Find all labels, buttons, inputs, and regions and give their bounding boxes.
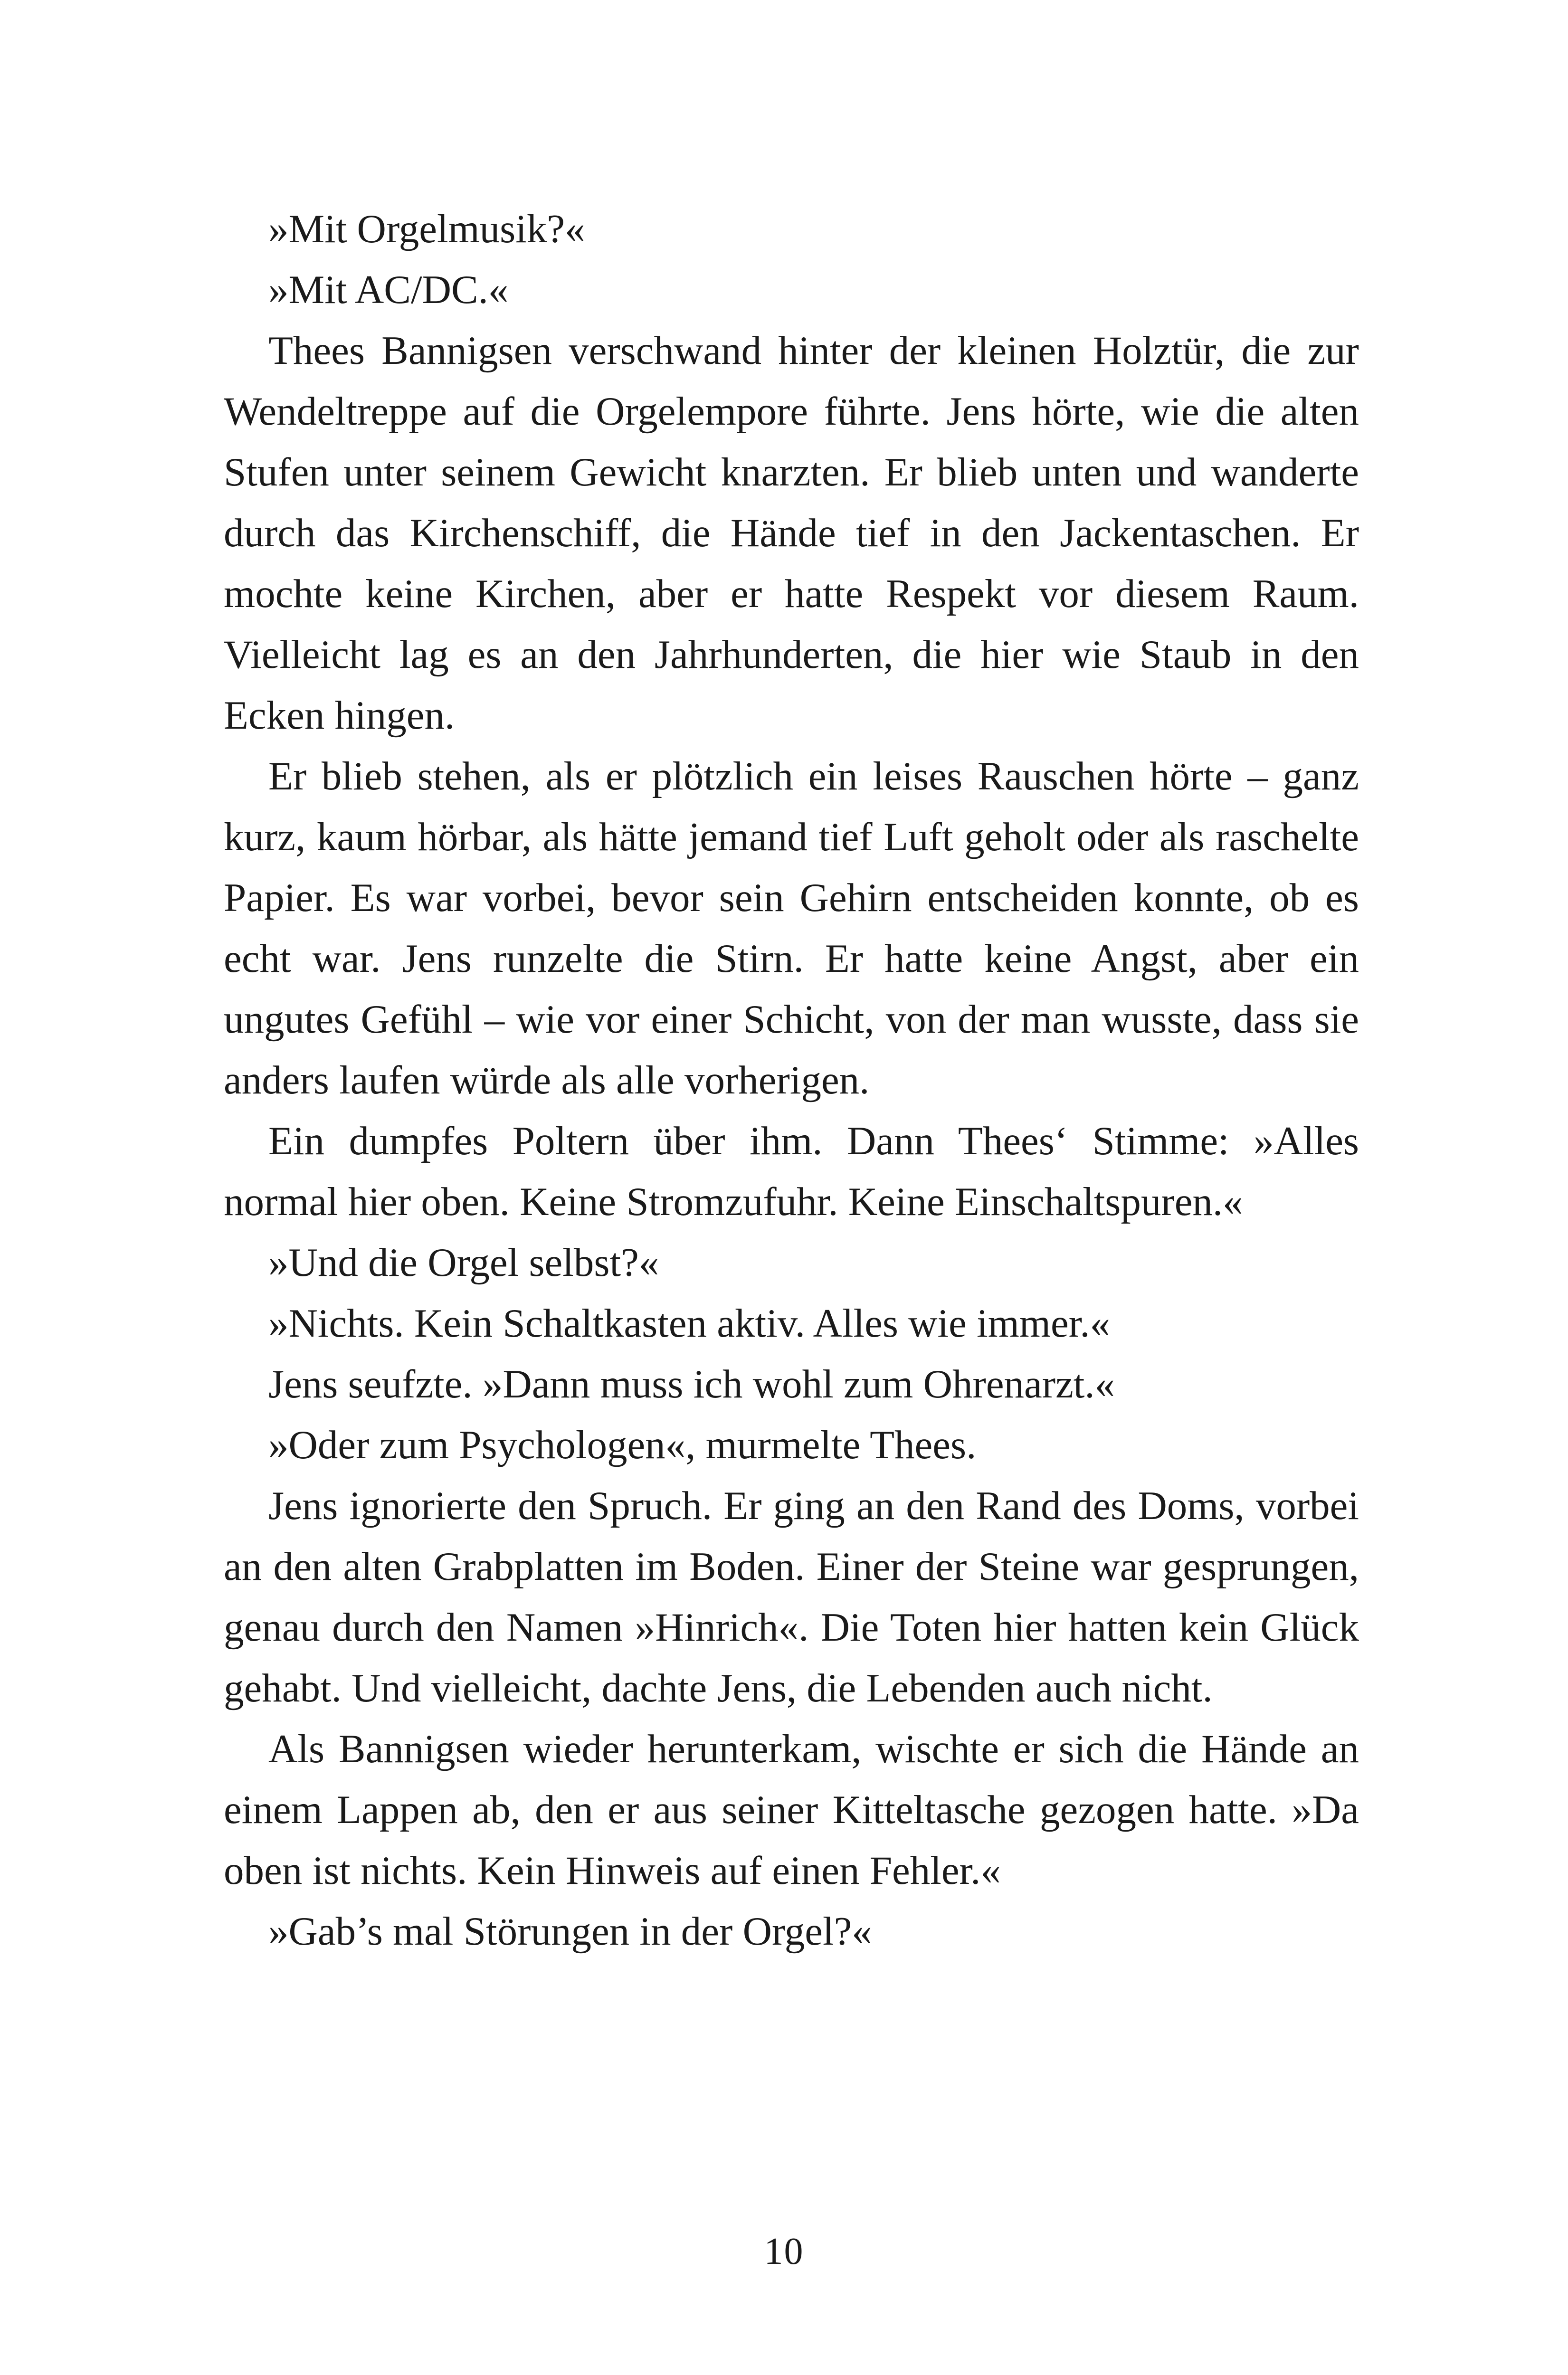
paragraph: Jens ignorierte den Spruch. Er ging an den Rand des Doms, vorbei an den alten Grabplatten im Boden. Einer der Steine war gesprungen, genau durch den Namen »Hinrich«. Die Toten hier hatten kein Glück gehabt. Und vielleicht, dachte Jens, die Lebenden auch nicht.: [224, 1483, 1359, 1710]
page-number: 10: [764, 2231, 804, 2272]
paragraph: »Mit AC/DC.«: [268, 267, 509, 312]
paragraph: Als Bannigsen wieder herunterkam, wischte er sich die Hände an einem Lappen ab, den er aus seiner Kitteltasche gezogen hatte. »Da oben ist nichts. Kein Hinweis auf einen Fehler.«: [224, 1727, 1359, 1893]
paragraph: Er blieb stehen, als er plötzlich ein leises Rauschen hörte – ganz kurz, kaum hörbar, als hätte jemand tief Luft geholt oder als raschelte Papier. Es war vorbei, bevor sein Gehirn entscheiden konnte, ob es echt war. Jens runzelte die Stirn. Er hatte keine Angst, aber ein ungutes Gefühl – wie vor einer Schicht, von der man wusste, dass sie anders laufen würde als alle vorherigen.: [224, 754, 1359, 1102]
paragraph: »Gab’s mal Störungen in der Orgel?«: [268, 1909, 872, 1954]
paragraph: Jens seufzte. »Dann muss ich wohl zum Ohrenarzt.«: [268, 1362, 1115, 1406]
paragraph: »Mit Orgelmusik?«: [268, 207, 585, 251]
paragraph: »Nichts. Kein Schaltkasten aktiv. Alles wie immer.«: [268, 1301, 1111, 1346]
paragraph: »Und die Orgel selbst?«: [268, 1240, 659, 1285]
paragraph: Thees Bannigsen verschwand hinter der kleinen Holztür, die zur Wendeltreppe auf die Orgelempore führte. Jens hörte, wie die alten Stufen unter seinem Gewicht knarzten. Er blieb unten und wanderte durch das Kirchenschiff, die Hände tief in den Jackentaschen. Er mochte keine Kirchen, aber er hatte Respekt vor diesem Raum. Vielleicht lag es an den Jahrhunderten, die hier wie Staub in den Ecken hingen.: [224, 328, 1359, 738]
body-text: [224, 199, 1359, 1962]
paragraph: »Oder zum Psychologen«, murmelte Thees.: [268, 1423, 977, 1467]
paragraph: Ein dumpfes Poltern über ihm. Dann Thees‘ Stimme: »Alles normal hier oben. Keine Stromzufuhr. Keine Einschaltspuren.«: [224, 1119, 1359, 1224]
